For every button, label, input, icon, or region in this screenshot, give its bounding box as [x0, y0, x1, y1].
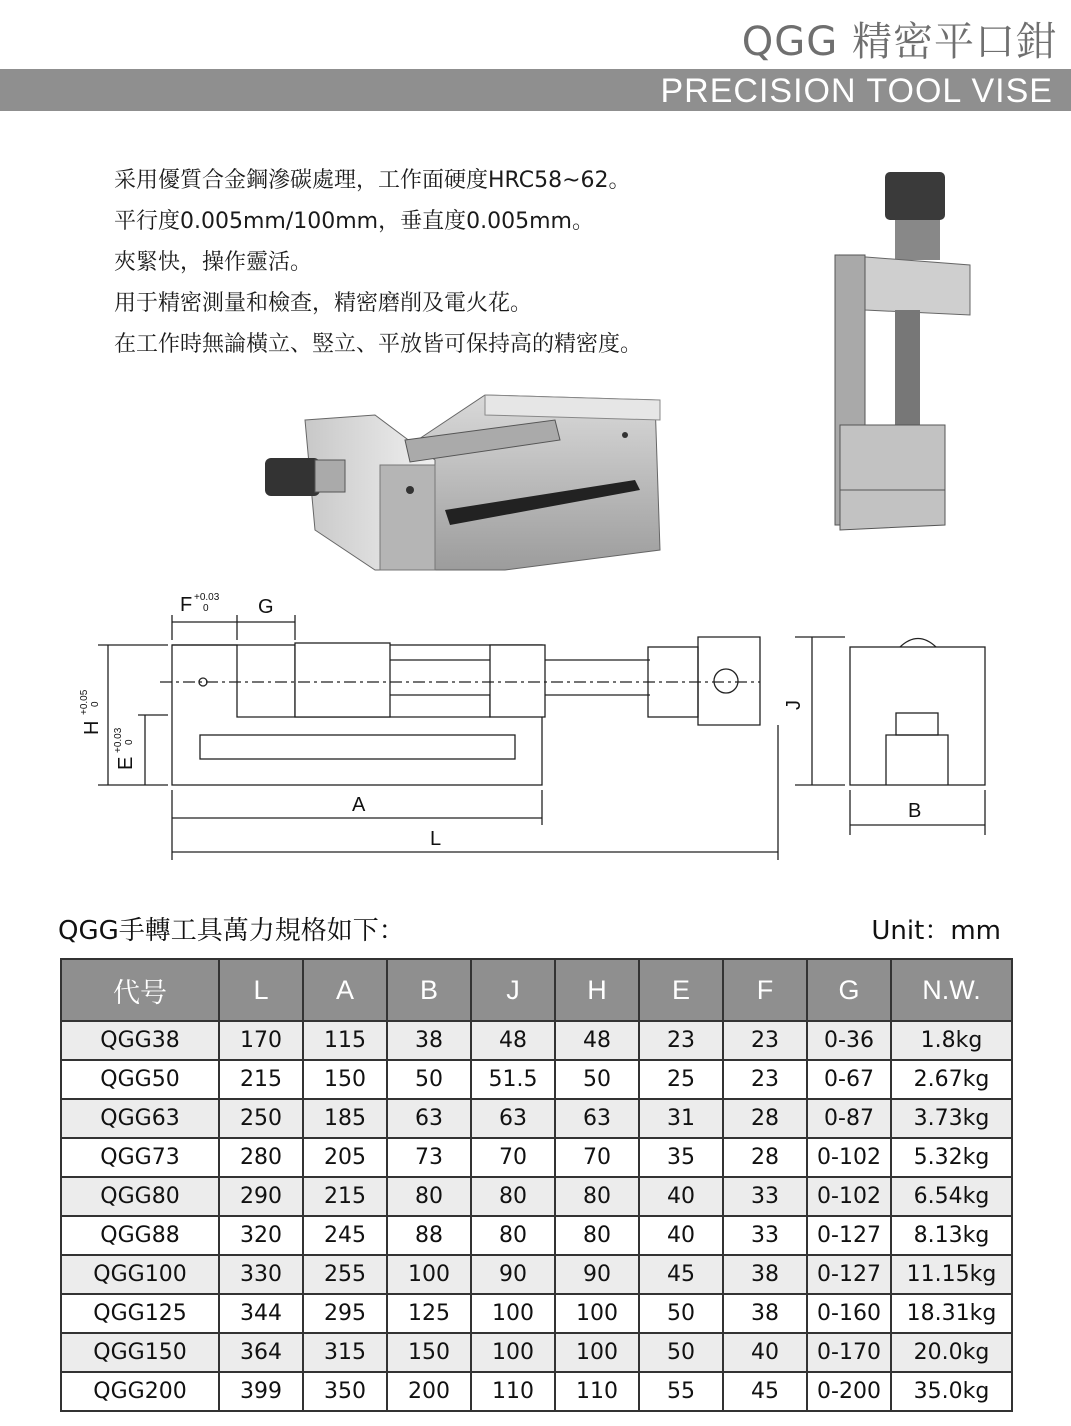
table-row: [61, 1372, 1012, 1411]
table-cell: 80: [555, 1216, 639, 1255]
table-cell: 100: [387, 1255, 471, 1294]
table-cell: 80: [471, 1216, 555, 1255]
table-cell: 364: [219, 1333, 303, 1372]
table-cell: 0-102: [807, 1177, 891, 1216]
table-cell: QGG88: [61, 1216, 219, 1255]
table-row: [61, 1333, 1012, 1372]
table-cell: 50: [639, 1333, 723, 1372]
table-cell: 45: [723, 1372, 807, 1411]
label-H: H: [81, 720, 103, 735]
dimension-drawing: [60, 585, 1010, 875]
label-E-tol-lower: 0: [124, 739, 135, 745]
table-cell: 38: [723, 1255, 807, 1294]
table-cell: 0-102: [807, 1138, 891, 1177]
table-row: [61, 1099, 1012, 1138]
table-cell: 250: [219, 1099, 303, 1138]
spec-title: QGG手轉工具萬力規格如下：: [58, 916, 405, 946]
table-cell: 100: [555, 1294, 639, 1333]
table-cell: 215: [219, 1060, 303, 1099]
column-header: F: [723, 959, 807, 1021]
table-cell: QGG200: [61, 1372, 219, 1411]
table-cell: 38: [723, 1294, 807, 1333]
table-row: [61, 1138, 1012, 1177]
feature-item: 在工作時無論橫立、竪立、平放皆可保持高的精密度。: [114, 332, 643, 357]
table-cell: 245: [303, 1216, 387, 1255]
unit-label: Unit：mm: [871, 916, 1001, 946]
label-H-tol-lower: 0: [90, 701, 101, 707]
table-cell: 6.54kg: [891, 1177, 1012, 1216]
table-row: [61, 1255, 1012, 1294]
spec-table: [60, 958, 1013, 1412]
page-title: QGG 精密平口鉗: [741, 19, 1057, 65]
label-J: J: [783, 700, 805, 710]
feature-item: 采用優質合金鋼滲碳處理，工作面硬度HRC58~62。: [114, 168, 631, 193]
table-cell: 0-36: [807, 1021, 891, 1060]
table-cell: 110: [555, 1372, 639, 1411]
table-cell: 51.5: [471, 1060, 555, 1099]
table-cell: 290: [219, 1177, 303, 1216]
table-cell: 0-87: [807, 1099, 891, 1138]
table-cell: QGG50: [61, 1060, 219, 1099]
table-cell: 28: [723, 1099, 807, 1138]
table-cell: 33: [723, 1216, 807, 1255]
table-cell: QGG100: [61, 1255, 219, 1294]
table-cell: 50: [387, 1060, 471, 1099]
column-header: N.W.: [891, 959, 1012, 1021]
table-cell: 90: [555, 1255, 639, 1294]
table-cell: 45: [639, 1255, 723, 1294]
table-cell: QGG125: [61, 1294, 219, 1333]
table-cell: 73: [387, 1138, 471, 1177]
table-row: [61, 1021, 1012, 1060]
feature-item: 用于精密測量和檢查，精密磨削及電火花。: [114, 291, 533, 316]
table-cell: 0-127: [807, 1255, 891, 1294]
table-cell: 0-160: [807, 1294, 891, 1333]
table-cell: 100: [471, 1294, 555, 1333]
table-cell: 63: [471, 1099, 555, 1138]
feature-list: [114, 160, 642, 365]
table-row: [61, 1294, 1012, 1333]
table-cell: 1.8kg: [891, 1021, 1012, 1060]
table-cell: 88: [387, 1216, 471, 1255]
title-banner: [0, 69, 1071, 111]
label-E: E: [115, 756, 137, 770]
table-cell: 20.0kg: [891, 1333, 1012, 1372]
table-row: [61, 1060, 1012, 1099]
table-cell: 40: [639, 1177, 723, 1216]
label-G: G: [258, 596, 274, 618]
table-cell: 295: [303, 1294, 387, 1333]
vise-photo-horizontal: [255, 380, 675, 580]
table-cell: 50: [639, 1294, 723, 1333]
table-cell: 80: [471, 1177, 555, 1216]
table-cell: 50: [555, 1060, 639, 1099]
table-cell: 255: [303, 1255, 387, 1294]
table-cell: 31: [639, 1099, 723, 1138]
column-header: B: [387, 959, 471, 1021]
table-body: [61, 1021, 1012, 1411]
table-cell: 125: [387, 1294, 471, 1333]
label-B: B: [908, 800, 922, 822]
label-F-tol-lower: 0: [203, 603, 209, 614]
table-cell: 0-67: [807, 1060, 891, 1099]
table-cell: 170: [219, 1021, 303, 1060]
table-cell: 330: [219, 1255, 303, 1294]
table-cell: 38: [387, 1021, 471, 1060]
label-A: A: [352, 794, 366, 816]
column-header: J: [471, 959, 555, 1021]
feature-item: 夾緊快，操作靈活。: [114, 250, 313, 275]
table-cell: 150: [387, 1333, 471, 1372]
table-cell: 33: [723, 1177, 807, 1216]
feature-item: 平行度0.005mm/100mm，垂直度0.005mm。: [114, 209, 594, 234]
table-cell: 70: [555, 1138, 639, 1177]
table-cell: 55: [639, 1372, 723, 1411]
table-cell: 280: [219, 1138, 303, 1177]
column-header: L: [219, 959, 303, 1021]
table-cell: 11.15kg: [891, 1255, 1012, 1294]
table-cell: QGG38: [61, 1021, 219, 1060]
column-header: H: [555, 959, 639, 1021]
column-header: G: [807, 959, 891, 1021]
table-cell: QGG63: [61, 1099, 219, 1138]
table-cell: 3.73kg: [891, 1099, 1012, 1138]
table-cell: 399: [219, 1372, 303, 1411]
table-cell: 0-200: [807, 1372, 891, 1411]
table-cell: 185: [303, 1099, 387, 1138]
column-header: A: [303, 959, 387, 1021]
table-header-row: [61, 959, 1012, 1021]
column-header: E: [639, 959, 723, 1021]
table-cell: 48: [471, 1021, 555, 1060]
table-cell: 344: [219, 1294, 303, 1333]
table-cell: 40: [639, 1216, 723, 1255]
table-cell: 320: [219, 1216, 303, 1255]
label-L: L: [430, 828, 442, 850]
table-cell: 40: [723, 1333, 807, 1372]
table-row: [61, 1216, 1012, 1255]
table-cell: 90: [471, 1255, 555, 1294]
table-cell: 315: [303, 1333, 387, 1372]
column-header: 代号: [61, 959, 219, 1021]
table-cell: 48: [555, 1021, 639, 1060]
table-cell: 63: [387, 1099, 471, 1138]
label-E-tol-upper: +0.03: [113, 727, 124, 753]
label-F: F: [180, 594, 193, 616]
table-cell: 70: [471, 1138, 555, 1177]
table-row: [61, 1177, 1012, 1216]
vise-photo-vertical: [820, 170, 980, 535]
table-cell: 35.0kg: [891, 1372, 1012, 1411]
table-cell: 8.13kg: [891, 1216, 1012, 1255]
table-cell: 215: [303, 1177, 387, 1216]
table-cell: 23: [723, 1021, 807, 1060]
table-cell: 350: [303, 1372, 387, 1411]
table-cell: 80: [555, 1177, 639, 1216]
table-cell: 63: [555, 1099, 639, 1138]
table-cell: 200: [387, 1372, 471, 1411]
table-cell: 28: [723, 1138, 807, 1177]
table-cell: QGG80: [61, 1177, 219, 1216]
table-cell: 80: [387, 1177, 471, 1216]
table-cell: 100: [471, 1333, 555, 1372]
table-cell: 100: [555, 1333, 639, 1372]
table-cell: 5.32kg: [891, 1138, 1012, 1177]
table-cell: 25: [639, 1060, 723, 1099]
table-cell: 18.31kg: [891, 1294, 1012, 1333]
label-F-tol-upper: +0.03: [194, 592, 220, 603]
table-cell: 35: [639, 1138, 723, 1177]
table-cell: 23: [723, 1060, 807, 1099]
table-cell: 0-127: [807, 1216, 891, 1255]
table-cell: 0-170: [807, 1333, 891, 1372]
table-cell: 110: [471, 1372, 555, 1411]
table-cell: QGG73: [61, 1138, 219, 1177]
table-cell: 115: [303, 1021, 387, 1060]
label-H-tol-upper: +0.05: [79, 689, 90, 715]
page-subtitle: PRECISION TOOL VISE: [660, 72, 1053, 110]
table-cell: 2.67kg: [891, 1060, 1012, 1099]
table-cell: 150: [303, 1060, 387, 1099]
table-cell: 205: [303, 1138, 387, 1177]
table-cell: QGG150: [61, 1333, 219, 1372]
table-cell: 23: [639, 1021, 723, 1060]
